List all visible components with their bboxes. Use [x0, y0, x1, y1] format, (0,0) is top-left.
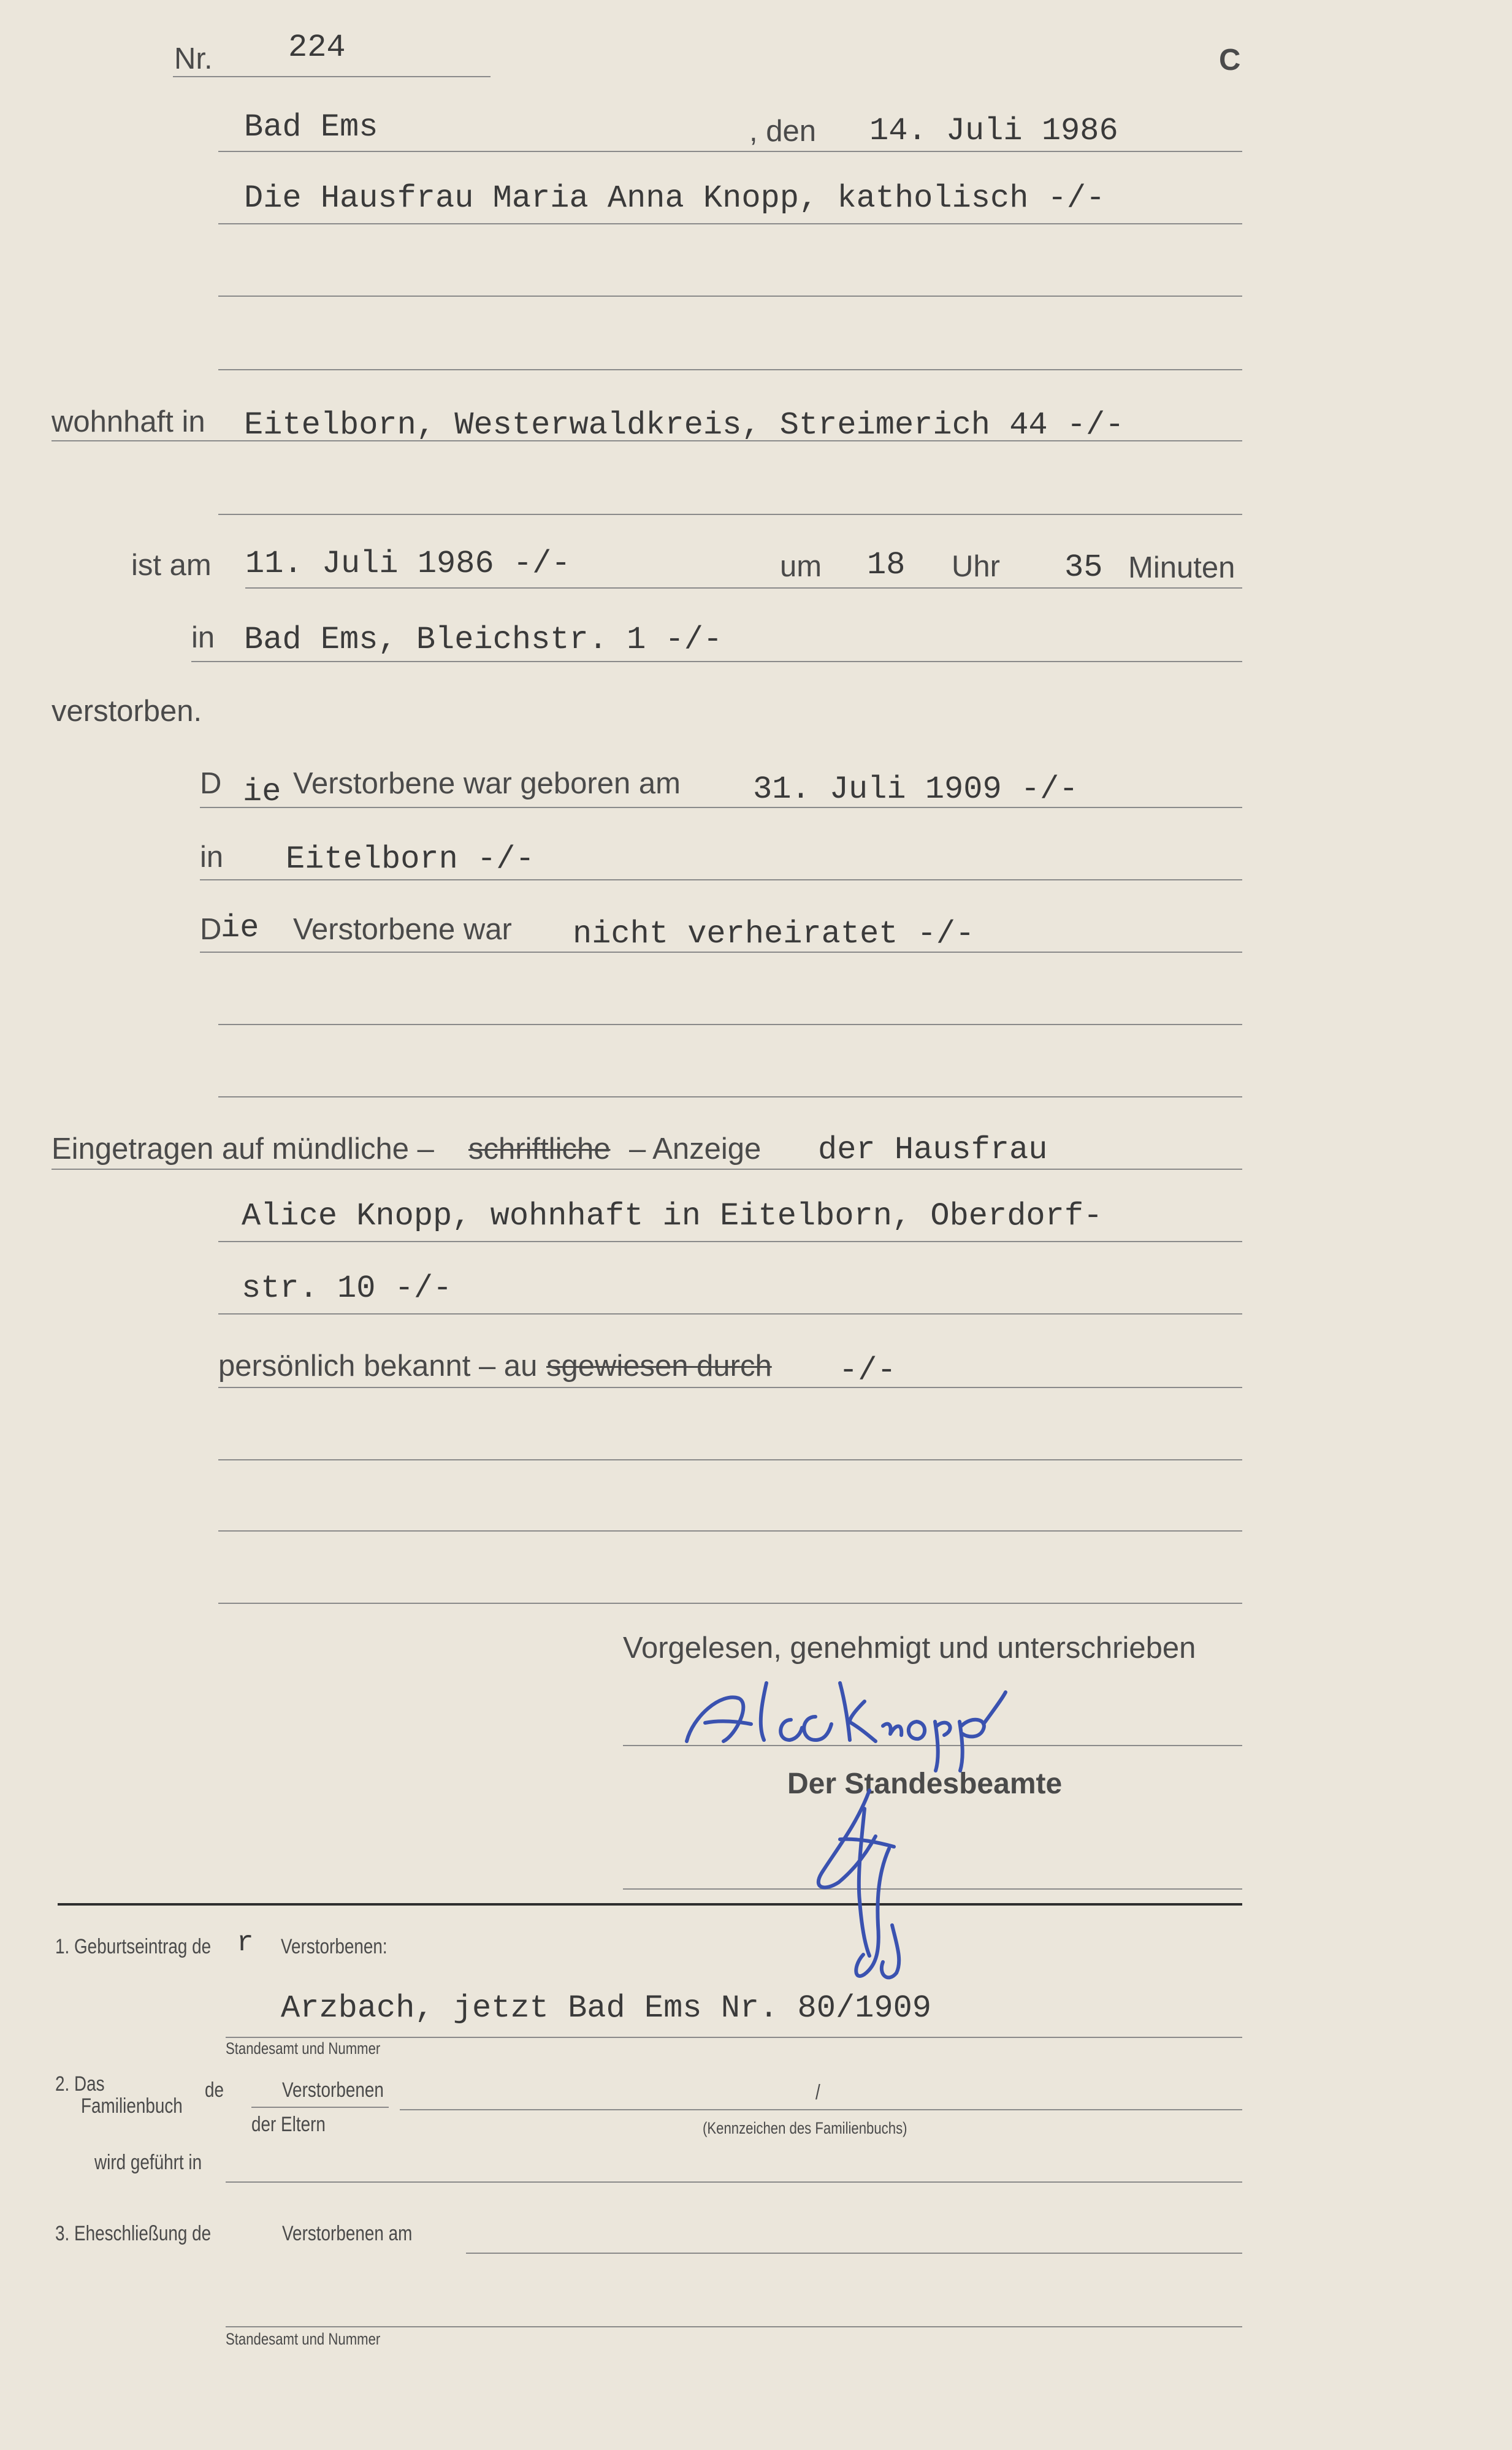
uhr-label: Uhr [952, 550, 1000, 583]
birth-place-rule [200, 879, 1242, 880]
informant-rule-2 [218, 1241, 1242, 1242]
registrar-signature-rule [623, 1888, 1242, 1890]
written-struck: schriftliche [468, 1132, 611, 1166]
residence-rule [52, 440, 1242, 441]
blank-rule-5 [218, 1096, 1242, 1097]
marriage-rule [466, 2253, 1242, 2254]
informant-rule-3 [218, 1313, 1242, 1315]
marital-prefix-printed: D [200, 913, 222, 946]
den-label: , den [749, 115, 816, 148]
birth-prefix-typed: ie [243, 774, 281, 810]
um-label: um [780, 550, 822, 583]
informant-signature-rule [623, 1745, 1242, 1746]
death-place-rule [191, 661, 1242, 662]
known-struck: sgewiesen durch [546, 1349, 772, 1383]
death-place-value: Bad Ems, Bleichstr. 1 -/- [244, 622, 723, 658]
place-value: Bad Ems [244, 109, 378, 145]
marital-status-value: nicht verheiratet -/- [573, 916, 975, 952]
family-book-mark: (Kennzeichen des Familienbuchs) [703, 2119, 907, 2137]
minuten-label: Minuten [1128, 551, 1235, 584]
report-label: – Anzeige [629, 1132, 762, 1166]
blank-rule-3 [218, 514, 1242, 515]
entered-label: Eingetragen auf mündliche – [52, 1132, 434, 1166]
entered-rule [52, 1169, 1242, 1170]
marriage-label: 3. Eheschließung de [55, 2222, 212, 2245]
blank-rule-6 [218, 1459, 1242, 1460]
deceased-name: Die Hausfrau Maria Anna Knopp, katholisch -/- [244, 180, 1105, 216]
birth-entry-typed: r [237, 1927, 254, 1959]
birth-entry-rule [226, 2037, 1242, 2038]
family-book-label-2: Familienbuch [81, 2094, 183, 2118]
marital-rule [200, 952, 1242, 953]
blank-rule-4 [218, 1024, 1242, 1025]
informant-line-3: str. 10 -/- [242, 1270, 452, 1307]
family-book-slash: / [815, 2081, 820, 2104]
family-book-deceased-rule [251, 2107, 389, 2108]
birth-entry-value: Arzbach, jetzt Bad Ems Nr. 80/1909 [281, 1990, 931, 2026]
birth-entry-label: 1. Geburtseintrag de [55, 1935, 212, 1958]
death-place-label: in [191, 621, 215, 654]
marriage-office-rule [226, 2326, 1242, 2327]
date-value: 14. Juli 1986 [869, 113, 1118, 149]
hour-value: 18 [867, 547, 906, 583]
birth-place-label: in [200, 841, 224, 874]
form-letter: C [1219, 44, 1241, 77]
birth-date-rule [200, 807, 1242, 808]
registry-office-number-1: Standesamt und Nummer [226, 2039, 381, 2058]
family-book-parents: der Eltern [251, 2113, 326, 2136]
death-date-label: ist am [131, 549, 212, 582]
birth-entry-suffix: Verstorbenen: [281, 1935, 388, 1958]
registrar-signature [819, 1790, 899, 1977]
minutes-value: 35 [1064, 549, 1103, 586]
nr-rule [173, 76, 491, 77]
family-book-rule [400, 2109, 1242, 2110]
birth-place-value: Eitelborn -/- [286, 841, 535, 877]
residence-value: Eitelborn, Westerwaldkreis, Streimerich 44 -/- [244, 407, 1124, 443]
blank-rule-8 [218, 1603, 1242, 1604]
marital-label: Verstorbene war [293, 913, 512, 946]
registrar-label: Der Standesbeamte [787, 1768, 1063, 1800]
blank-rule-2 [218, 369, 1242, 370]
nr-value: 224 [288, 29, 346, 66]
footer-separator [58, 1903, 1242, 1906]
family-book-deceased: Verstorbenen [282, 2078, 384, 2102]
blank-rule-7 [218, 1530, 1242, 1532]
known-label: persönlich bekannt – au [218, 1349, 538, 1383]
informant-line-1: der Hausfrau [818, 1132, 1048, 1168]
marital-prefix-typed: ie [221, 910, 259, 946]
informant-signature [687, 1683, 1006, 1771]
name-rule [218, 223, 1242, 224]
known-suffix: -/- [839, 1353, 896, 1389]
place-date-rule [218, 151, 1242, 152]
nr-label: Nr. [174, 42, 213, 75]
residence-label: wohnhaft in [52, 405, 205, 438]
birth-date-value: 31. Juli 1909 -/- [753, 771, 1079, 807]
read-approved-label: Vorgelesen, genehmigt und unterschrieben [623, 1631, 1196, 1665]
registry-office-number-2: Standesamt und Nummer [226, 2330, 381, 2348]
birth-prefix-printed: D [200, 767, 222, 800]
birth-label: Verstorbene war geboren am [293, 767, 681, 800]
known-rule [218, 1387, 1242, 1388]
blank-rule-1 [218, 296, 1242, 297]
death-date-value: 11. Juli 1986 -/- [245, 546, 571, 582]
informant-line-2: Alice Knopp, wohnhaft in Eitelborn, Oberdorf- [242, 1198, 1103, 1234]
kept-in-rule [226, 2181, 1242, 2183]
family-book-de: de [205, 2078, 224, 2102]
verstorben-label: verstorben. [52, 695, 202, 728]
kept-in-label: wird geführt in [94, 2151, 202, 2174]
marriage-suffix: Verstorbenen am [282, 2222, 413, 2245]
death-date-rule [245, 587, 1242, 589]
family-book-label-1: 2. Das [55, 2072, 105, 2096]
